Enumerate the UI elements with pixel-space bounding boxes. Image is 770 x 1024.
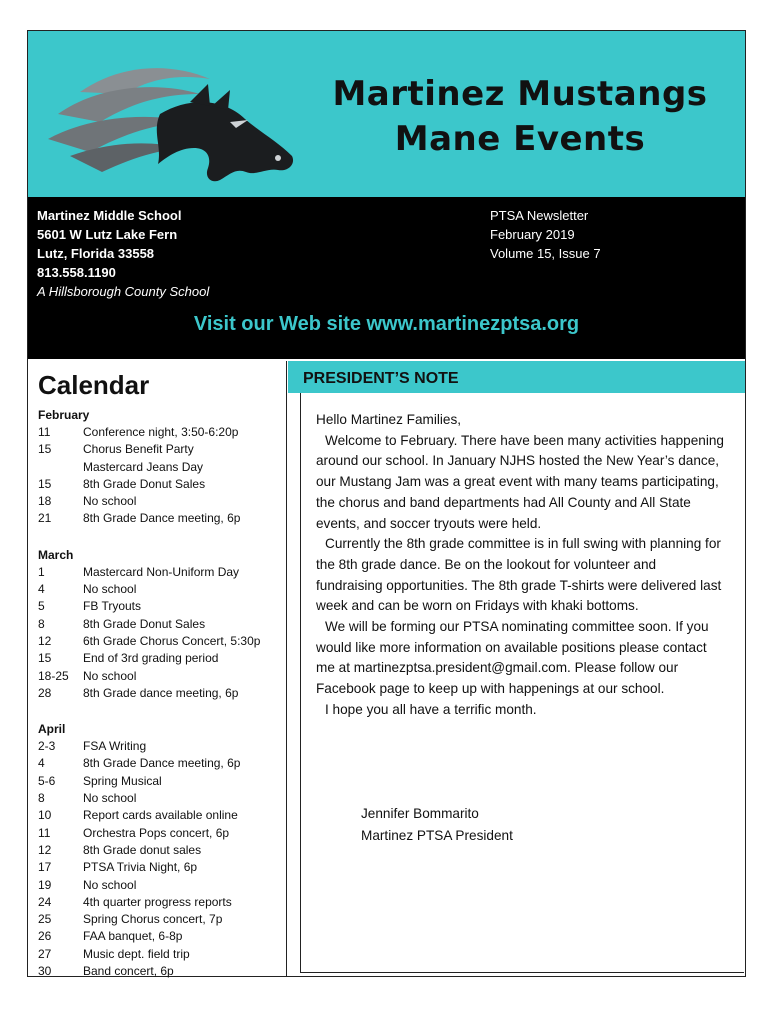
event-text: 8th Grade Dance meeting, 6p [83,756,241,771]
event-text: Band concert, 6p [83,964,174,979]
event-text: 8th Grade donut sales [83,842,202,857]
event-text: 8th Grade Donut Sales [83,616,206,631]
calendar-event [30,859,285,876]
event-day: 15 [38,442,52,457]
calendar-event [30,946,285,963]
calendar-event [30,441,285,458]
school-phone: 813.558.1190 [37,265,116,280]
calendar-event [30,685,285,702]
event-text: Mastercard Jeans Day [83,459,204,474]
title-line-2: Mane Events [394,119,646,159]
event-day: 25 [38,912,52,927]
event-text: Spring Chorus concert, 7p [83,912,223,927]
event-text: Spring Musical [83,773,162,788]
signature [361,803,513,847]
event-text: Mastercard Non-Uniform Day [83,564,240,579]
school-address [37,206,209,301]
event-text: No school [83,668,137,683]
event-text: 8th Grade Donut Sales [83,476,206,491]
publication-name: PTSA Newsletter [490,208,589,223]
event-day: 15 [38,476,52,491]
letter-greeting: Hello Martinez Families, [316,412,462,427]
event-day: 27 [38,946,52,961]
event-day: 18-25 [38,668,69,683]
calendar-event [30,424,285,441]
publication-date: February 2019 [490,227,575,242]
calendar-event [30,668,285,685]
month-spacer [30,702,285,715]
calendar-event [30,564,285,581]
event-day: 8 [38,791,45,806]
column-divider [286,361,287,976]
calendar-event [30,755,285,772]
event-day: 10 [38,808,52,823]
calendar-event [30,493,285,510]
calendar-event [30,598,285,615]
event-text: Orchestra Pops concert, 6p [83,825,230,840]
school-city: Lutz, Florida 33558 [37,246,155,261]
event-day: 17 [38,860,52,875]
event-text: Music dept. field trip [83,946,190,961]
event-day: 18 [38,494,52,509]
event-day: 21 [38,511,52,526]
event-text: FAA banquet, 6-8p [83,929,183,944]
newsletter-title [320,72,720,162]
event-text: Conference night, 3:50-6:20p [83,425,239,439]
publication-info [490,206,601,263]
event-day: 11 [38,425,51,439]
event-text: 6th Grade Chorus Concert, 5:30p [83,633,261,648]
letter-paragraph: Welcome to February. There have been many activities happening around our school. In January NJHS hosted the New Year’s dance, our Mustang Jam was a great event with many teams participating, the chorus and band departments had All County and All State events, and soccer tryouts were held. [316,432,724,531]
school-district: A Hillsborough County School [37,284,210,299]
calendar-event [30,842,285,859]
calendar-event [30,510,285,527]
calendar-event [30,963,285,980]
event-day: 8 [38,616,45,631]
president-letter [316,410,726,721]
event-day [38,459,83,476]
event-text: FB Tryouts [83,599,142,614]
school-street: 5601 W Lutz Lake Fern [37,227,178,242]
calendar-event [30,825,285,842]
event-day: 28 [38,685,52,700]
event-text: 8th Grade dance meeting, 6p [83,685,239,700]
event-text: End of 3rd grading period [83,651,219,666]
signature-name: Jennifer Bommarito [361,806,479,821]
event-day: 15 [38,651,52,666]
event-day: 1 [38,564,45,579]
event-day: 11 [38,825,51,840]
event-day: 24 [38,894,52,909]
calendar-title: Calendar [38,370,150,400]
signature-title: Martinez PTSA President [361,828,513,843]
letter-paragraph: We will be forming our PTSA nominating committee soon. If you would like more information on available positions please contact me at martinezptsa.president@gmail.com. Please follow our Facebook page to keep up with happenings at our school. [316,619,709,697]
event-day: 5-6 [38,773,56,788]
event-text: No school [83,582,137,597]
calendar-event [30,773,285,790]
calendar-event [30,790,285,807]
event-day: 4 [38,756,45,771]
event-text: 8th Grade Dance meeting, 6p [83,511,241,526]
event-text: No school [83,877,137,892]
website-link[interactable]: Visit our Web site www.martinezptsa.org [193,313,580,335]
event-day: 19 [38,877,52,892]
event-day: 30 [38,964,52,979]
calendar-month-name: March [38,547,74,562]
calendar-event [30,807,285,824]
letter-paragraph: Currently the 8th grade committee is in full swing with planning for the 8th grade dance. Be on the lookout for volunteer and fundraising opportunities. The 8th grade T-shirts were delivered last week and can be worn on Fridays with khaki bottoms. [316,536,722,614]
event-text: FSA Writing [83,739,147,754]
event-text: 4th quarter progress reports [83,894,232,909]
event-day: 12 [38,842,52,857]
calendar-months [30,407,285,980]
calendar-event [30,633,285,650]
event-text: No school [83,494,137,509]
president-note-heading: PRESIDENT’S NOTE [303,370,459,387]
calendar-event [30,738,285,755]
school-name: Martinez Middle School [37,208,182,223]
calendar-month-name: April [38,722,66,737]
event-day: 4 [38,582,45,597]
calendar-event [30,911,285,928]
event-day: 26 [38,929,52,944]
event-text: PTSA Trivia Night, 6p [83,860,198,875]
event-day: 2-3 [38,739,56,754]
calendar-event [30,650,285,667]
event-day: 12 [38,633,52,648]
calendar-event [30,581,285,598]
event-text: Report cards available online [83,808,238,823]
event-text: No school [83,791,137,806]
letter-paragraph: I hope you all have a terrific month. [325,701,537,717]
calendar-event [30,928,285,945]
month-spacer [30,528,285,541]
calendar-month-name: February [38,408,90,422]
title-line-1: Martinez Mustangs [332,74,708,114]
event-text: Chorus Benefit Party [83,442,194,457]
publication-volume: Volume 15, Issue 7 [490,246,601,261]
mustang-head-icon [40,44,300,194]
info-bar [28,197,745,359]
calendar-event [30,476,285,493]
calendar-column [30,361,285,980]
calendar-event [30,616,285,633]
calendar-event [30,459,285,476]
calendar-event [30,894,285,911]
calendar-event [30,877,285,894]
event-day: 5 [38,599,45,614]
president-note-header [288,361,745,393]
